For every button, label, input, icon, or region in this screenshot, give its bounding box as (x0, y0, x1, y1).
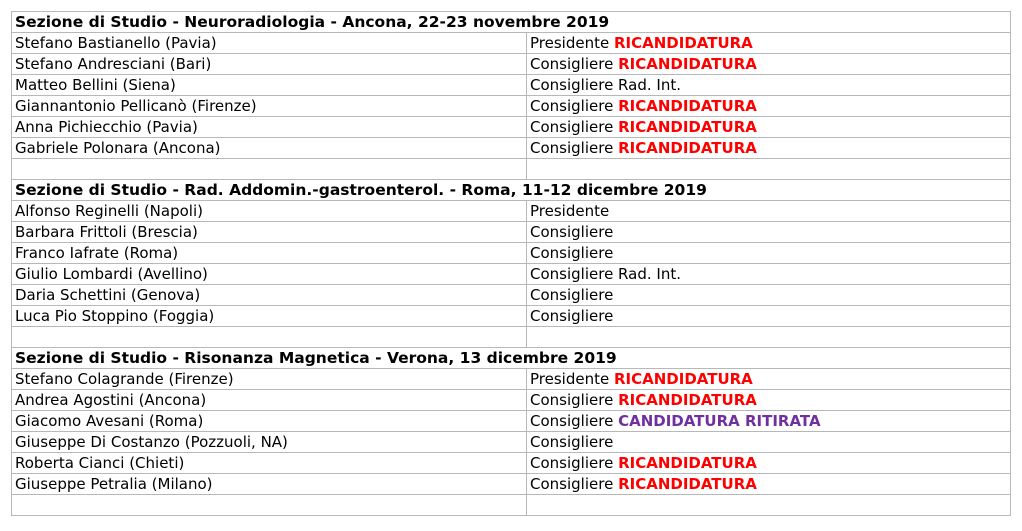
empty-row (12, 159, 1011, 180)
table-row (12, 33, 1011, 54)
table-row (12, 201, 1011, 222)
member-role-cell (527, 96, 1011, 117)
status-label: RICANDIDATURA (618, 454, 757, 472)
member-name: Stefano Colagrande (Firenze) (12, 369, 527, 390)
table-row (12, 369, 1011, 390)
table-row (12, 96, 1011, 117)
empty-cell (527, 159, 1011, 180)
table-row (12, 390, 1011, 411)
member-role-cell (527, 54, 1011, 75)
status-label: RICANDIDATURA (618, 139, 757, 157)
elections-document (11, 11, 1010, 516)
empty-cell (527, 495, 1011, 516)
member-role-cell (527, 432, 1011, 453)
member-role: Consigliere (527, 285, 1011, 306)
table-row (12, 474, 1011, 495)
candidates-table (11, 11, 1011, 516)
table-row (12, 138, 1011, 159)
member-role: Consigliere (527, 243, 1011, 264)
empty-cell (12, 159, 527, 180)
section-title: Sezione di Studio - Risonanza Magnetica - Verona, 13 dicembre 2019 (12, 348, 1011, 369)
member-role: Consigliere (530, 475, 614, 493)
member-name: Andrea Agostini (Ancona) (12, 390, 527, 411)
section-title: Sezione di Studio - Rad. Addomin.-gastroenterol. - Roma, 11-12 dicembre 2019 (12, 180, 1011, 201)
section-header-row (12, 180, 1011, 201)
member-name: Gabriele Polonara (Ancona) (12, 138, 527, 159)
member-name: Giuseppe Di Costanzo (Pozzuoli, NA) (12, 432, 527, 453)
member-role-cell (527, 453, 1011, 474)
member-role: Consigliere (530, 454, 614, 472)
status-label: RICANDIDATURA (618, 118, 757, 136)
empty-cell (12, 327, 527, 348)
status-label: RICANDIDATURA (613, 370, 753, 388)
section-title: Sezione di Studio - Neuroradiologia - Ancona, 22-23 novembre 2019 (12, 12, 1011, 33)
member-role-cell (527, 369, 1011, 390)
member-name: Giuseppe Petralia (Milano) (12, 474, 527, 495)
table-row (12, 453, 1011, 474)
member-name: Roberta Cianci (Chieti) (12, 453, 527, 474)
empty-row (12, 327, 1011, 348)
member-role-cell (527, 390, 1011, 411)
table-row (12, 411, 1011, 432)
member-role: Consigliere (527, 222, 1011, 243)
section-header-row (12, 12, 1011, 33)
member-role: Presidente (530, 34, 610, 52)
member-role-cell (527, 474, 1011, 495)
member-role: Consigliere Rad. Int. (530, 76, 681, 94)
status-label: RICANDIDATURA (613, 34, 753, 52)
member-role-cell (527, 75, 1011, 96)
table-row (12, 117, 1011, 138)
member-role: Consigliere (530, 55, 614, 73)
table-row (12, 54, 1011, 75)
member-role: Presidente (530, 370, 610, 388)
table-row (12, 264, 1011, 285)
member-name: Anna Pichiecchio (Pavia) (12, 117, 527, 138)
member-role: Consigliere (530, 97, 614, 115)
table-row (12, 243, 1011, 264)
table-row (12, 222, 1011, 243)
empty-row (12, 495, 1011, 516)
member-role-cell (527, 117, 1011, 138)
table-row (12, 306, 1011, 327)
status-label: RICANDIDATURA (618, 55, 757, 73)
status-label: RICANDIDATURA (618, 97, 757, 115)
member-role: Consigliere Rad. Int. (527, 264, 1011, 285)
member-name: Barbara Frittoli (Brescia) (12, 222, 527, 243)
member-role: Presidente (527, 201, 1011, 222)
member-name: Stefano Bastianello (Pavia) (12, 33, 527, 54)
member-role: Consigliere (530, 391, 614, 409)
member-role: Consigliere (530, 118, 614, 136)
member-name: Franco Iafrate (Roma) (12, 243, 527, 264)
member-name: Alfonso Reginelli (Napoli) (12, 201, 527, 222)
member-role-cell (527, 411, 1011, 432)
member-name: Giulio Lombardi (Avellino) (12, 264, 527, 285)
member-name: Daria Schettini (Genova) (12, 285, 527, 306)
member-role-cell (527, 138, 1011, 159)
status-label: RICANDIDATURA (618, 475, 757, 493)
section-header-row (12, 348, 1011, 369)
member-name: Matteo Bellini (Siena) (12, 75, 527, 96)
table-row (12, 75, 1011, 96)
member-role: Consigliere (527, 306, 1011, 327)
table-row (12, 432, 1011, 453)
member-name: Giacomo Avesani (Roma) (12, 411, 527, 432)
member-role-cell (527, 33, 1011, 54)
member-name: Giannantonio Pellicanò (Firenze) (12, 96, 527, 117)
table-row (12, 285, 1011, 306)
status-label: CANDIDATURA RITIRATA (618, 412, 821, 430)
empty-cell (527, 327, 1011, 348)
empty-cell (12, 495, 527, 516)
status-label: RICANDIDATURA (618, 391, 757, 409)
member-name: Luca Pio Stoppino (Foggia) (12, 306, 527, 327)
member-role: Consigliere (530, 433, 614, 451)
member-role: Consigliere (530, 139, 614, 157)
member-role: Consigliere (530, 412, 614, 430)
member-name: Stefano Andresciani (Bari) (12, 54, 527, 75)
